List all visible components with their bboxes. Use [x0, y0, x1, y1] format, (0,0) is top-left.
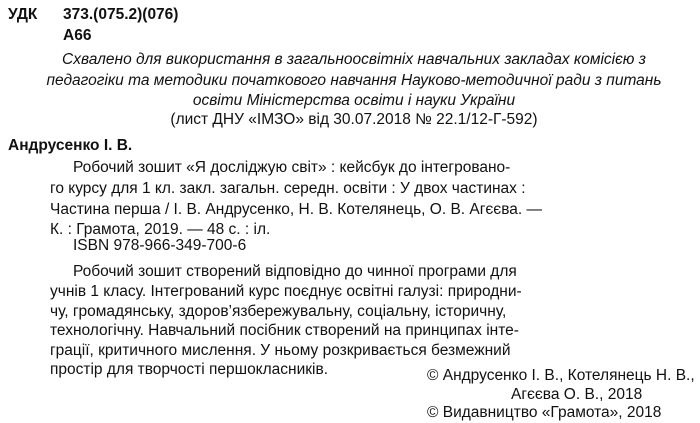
udk-code: 373.(075.2)(076) [63, 6, 179, 23]
isbn: ISBN 978-966-349-700-6 [73, 237, 247, 254]
approval-line: Схвалено для використання в загальноосвітніх навчальних закладах комісією з [62, 51, 646, 68]
copyright-authors-cont: Агєєва О. В., 2018 [511, 386, 643, 403]
annotation-line: Робочий зошит створений відповідно до чинної програми для [73, 263, 517, 280]
author-sign: А66 [63, 27, 92, 44]
annotation-line: учнів 1 класу. Інтегрований курс поєднує освітні галузі: природни- [50, 283, 522, 300]
approval-line: педагогіки та методики початкового навчання Науково-методичної ради з питань [46, 71, 662, 89]
annotation-line: технологічну. Навчальний посібник створений на принципах інте- [50, 322, 519, 339]
author-heading: Андрусенко І. В. [8, 137, 133, 154]
description-line: К. : Грамота, 2019. — 48 с. : іл. [50, 221, 271, 238]
udk-label: УДК [8, 6, 38, 23]
description-line: го курсу для 1 кл. закл. загальн. середн. освіти : У двох частинах : [50, 180, 526, 197]
annotation-line: грації, критичного мислення. У ньому розкривається безмежний [50, 342, 511, 359]
approval-notice [20, 50, 688, 112]
approval-reference: (лист ДНУ «ІМЗО» від 30.07.2018 № 22.1/12-Г-592) [170, 111, 538, 128]
annotation-line: чу, громадянську, здоров’язбережувальну, соціальну, історичну, [50, 303, 507, 320]
approval-line: освіти Міністерства освіти і науки України [192, 92, 516, 109]
description-line: Робочий зошит «Я досліджую світ» : кейсбук до інтегровано- [73, 159, 511, 176]
annotation-line: простір для творчості першокласників. [50, 361, 329, 378]
description-line: Частина перша / І. В. Андрусенко, Н. В. Котелянець, О. В. Агєєва. — [50, 201, 543, 218]
copyright-publisher: © Видавництво «Грамота», 2018 [427, 404, 662, 421]
copyright-authors: © Андрусенко І. В., Котелянець Н. В., [427, 367, 695, 384]
